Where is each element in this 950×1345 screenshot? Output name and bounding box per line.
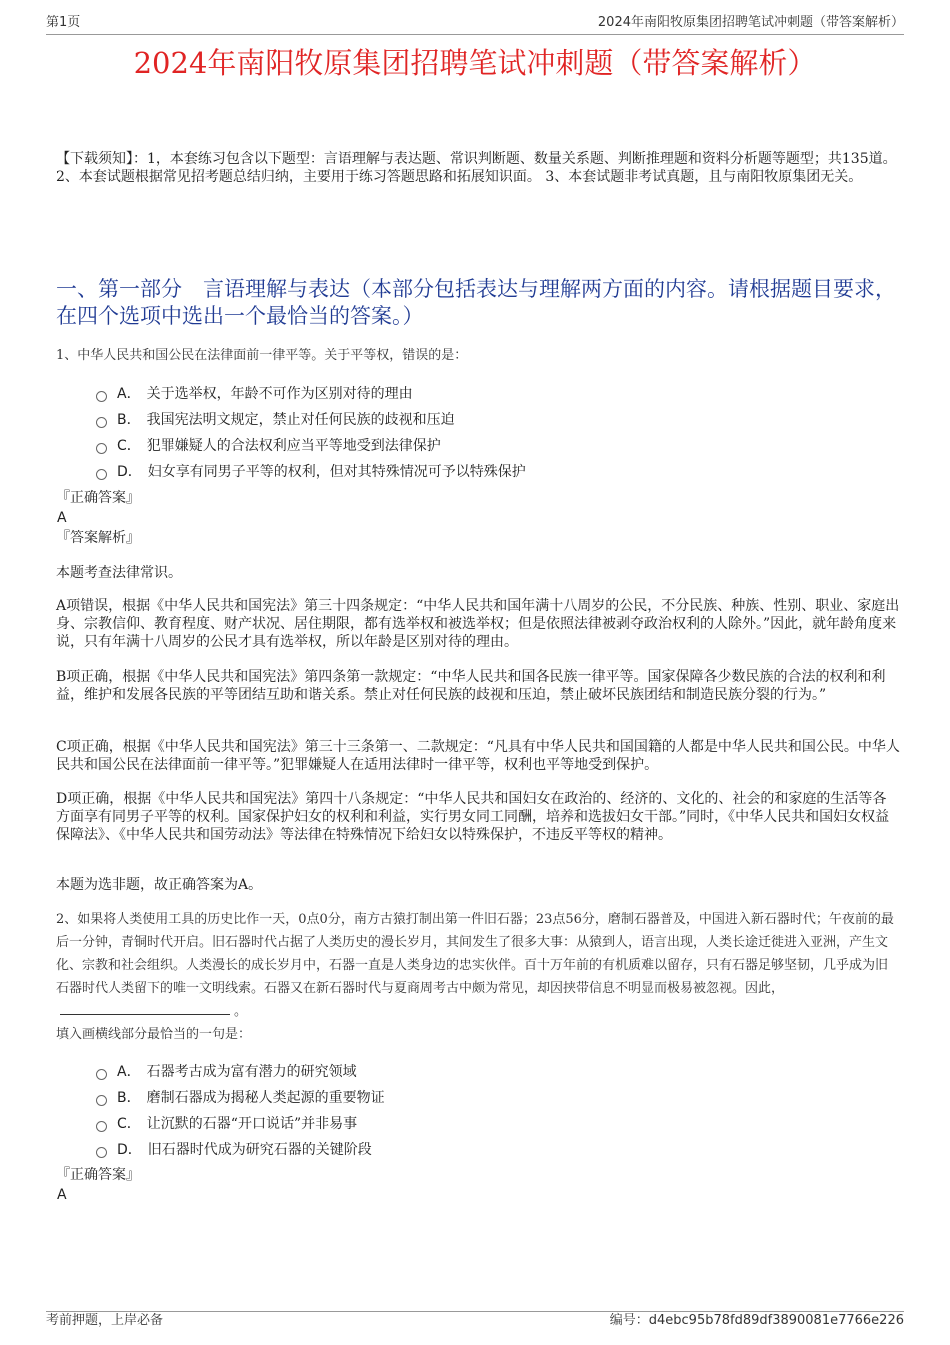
page-header	[46, 14, 904, 35]
header-doc-title: 2024年南阳牧原集团招聘笔试冲刺题（带答案解析）	[597, 15, 904, 30]
question-1-stem: 1、中华人民共和国公民在法律面前一律平等。关于平等权，错误的是：	[56, 348, 468, 363]
question-2-option-c[interactable]: C． 让沉默的石器“开口说话”并非易事	[96, 1110, 900, 1136]
question-2-prompt: 填入画横线部分最恰当的一句是：	[56, 1027, 252, 1042]
analysis-option-c: C项正确，根据《中华人民共和国宪法》第三十三条第一、二款规定：“凡具有中华人民共和国国籍的人都是中华人民共和国公民。中华人民共和国公民在法律面前一律平等。”犯罪嫌疑人在适用法律时一律平等，权利也平等地受到保护。	[56, 739, 900, 773]
fill-in-blank	[60, 1000, 230, 1015]
section-heading: 一、第一部分 言语理解与表达（本部分包括表达与理解两方面的内容。请根据题目要求，在四个选项中选出一个最恰当的答案。）	[56, 277, 896, 328]
radio-button-icon[interactable]	[96, 443, 107, 454]
radio-button-icon[interactable]	[96, 391, 107, 402]
question-1-option-c[interactable]: C． 犯罪嫌疑人的合法权利应当平等地受到法律保护	[96, 432, 900, 458]
analysis-option-b: B项正确，根据《中华人民共和国宪法》第四条第一款规定：“中华人民共和国各民族一律平等。国家保障各少数民族的合法的权利和利益，维护和发展各民族的平等团结互助和谐关系。禁止对任何民族的歧视和压迫，禁止破坏民族团结和制造民族分裂的行为。”	[56, 669, 886, 703]
radio-button-icon[interactable]	[96, 1095, 107, 1106]
analysis-intro: 本题考查法律常识。	[56, 565, 182, 581]
question-1-options	[96, 380, 900, 484]
question-1-analysis-label: 『答案解析』	[56, 530, 140, 546]
question-2-answer: A	[57, 1187, 67, 1203]
analysis-option-a: A项错误，根据《中华人民共和国宪法》第三十四条规定：“中华人民共和国年满十八周岁的公民，不分民族、种族、性别、职业、家庭出身、宗教信仰、教育程度、财产状况、居住期限，都有选举权和被选举权；但是依照法律被剥夺政治权利的人除外。”因此，就年龄角度来说，只有年满十八周岁的公民才具有选举权，所以年龄是区别对待的理由。	[56, 598, 900, 650]
page-number: 第1页	[46, 15, 81, 30]
analysis-conclusion: 本题为选非题，故正确答案为A。	[56, 877, 263, 893]
radio-button-icon[interactable]	[96, 1147, 107, 1158]
question-2-answer-label: 『正确答案』	[56, 1167, 140, 1183]
radio-button-icon[interactable]	[96, 1121, 107, 1132]
page-footer	[46, 1311, 904, 1332]
question-2-options	[96, 1058, 900, 1162]
question-1-option-b[interactable]: B． 我国宪法明文规定，禁止对任何民族的歧视和压迫	[96, 406, 900, 432]
question-2-option-d[interactable]: D． 旧石器时代成为研究石器的关键阶段	[96, 1136, 900, 1162]
footer-slogan: 考前押题，上岸必备	[46, 1313, 164, 1328]
radio-button-icon[interactable]	[96, 1069, 107, 1080]
question-2-stem: 2、如果将人类使用工具的历史比作一天，0点0分，南方古猿打制出第一件旧石器；23点56分，磨制石器普及，中国进入新石器时代；午夜前的最后一分钟，青铜时代开启。旧石器时代占据了人类历史的漫长岁月，其间发生了很多大事：从猿到人，语言出现，人类长途迁徙进入亚洲，产生文化、宗教和社会组织。人类漫长的成长岁月中，石器一直是人类身边的忠实伙伴。百十万年前的有机质难以留存，只有石器足够坚韧，几乎成为旧石器时代人类留下的唯一文明线索。石器又在新石器时代与夏商周考古中颇为常见，却因挟带信息不明显而极易被忽视。因此，。	[56, 912, 894, 1019]
document-title: 2024年南阳牧原集团招聘笔试冲刺题（带答案解析）	[133, 46, 817, 80]
question-2-option-a[interactable]: A． 石器考古成为富有潜力的研究领域	[96, 1058, 900, 1084]
question-1-answer-label: 『正确答案』	[56, 490, 140, 506]
question-1-option-a[interactable]: A． 关于选举权，年龄不可作为区别对待的理由	[96, 380, 900, 406]
question-1-answer: A	[57, 510, 67, 526]
download-notice: 【下载须知】：1，本套练习包含以下题型：言语理解与表达题、常识判断题、数量关系题、判断推理题和资料分析题等题型；共135道。 2、本套试题根据常见招考题总结归纳，主要用于练习答题思路和拓展知识面。 3、本套试题非考试真题，且与南阳牧原集团无关。	[56, 151, 897, 185]
question-1-option-d[interactable]: D． 妇女享有同男子平等的权利，但对其特殊情况可予以特殊保护	[96, 458, 900, 484]
footer-code: 编号：d4ebc95b78fd89df3890081e7766e226	[609, 1313, 904, 1328]
question-2-option-b[interactable]: B． 磨制石器成为揭秘人类起源的重要物证	[96, 1084, 900, 1110]
radio-button-icon[interactable]	[96, 469, 107, 480]
analysis-option-d: D项正确，根据《中华人民共和国宪法》第四十八条规定：“中华人民共和国妇女在政治的、经济的、文化的、社会的和家庭的生活等各方面享有同男子平等的权利。国家保护妇女的权利和利益，实行男女同工同酬，培养和选拔妇女干部。”同时，《中华人民共和国妇女权益保障法》、《中华人民共和国劳动法》等法律在特殊情况下给妇女以特殊保护，不违反平等权的精神。	[56, 791, 890, 843]
radio-button-icon[interactable]	[96, 417, 107, 428]
